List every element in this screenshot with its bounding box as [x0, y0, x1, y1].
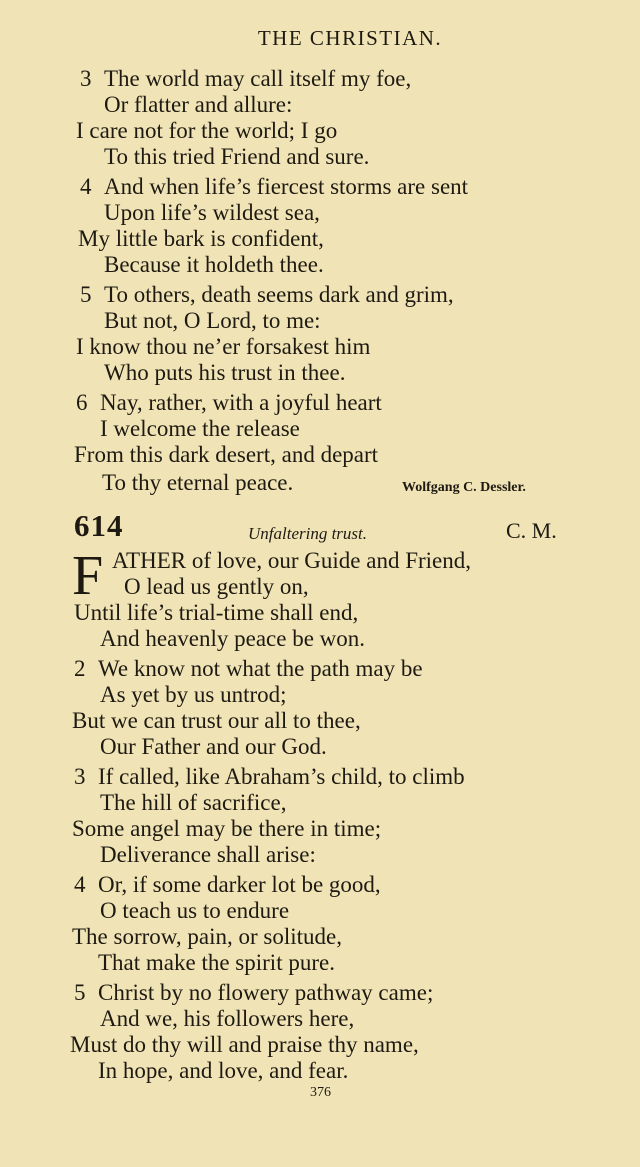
verse-line — [74, 656, 423, 682]
verse-number: 5 — [80, 282, 92, 307]
verse-line — [100, 790, 286, 816]
line-text: In hope, and love, and fear. — [98, 1058, 349, 1083]
verse-line — [74, 442, 378, 468]
line-text: And we, his followers here, — [100, 1006, 355, 1031]
verse-line — [76, 118, 337, 144]
line-text: I know thou ne’er forsakest him — [76, 334, 371, 359]
line-text: The hill of sacrifice, — [100, 790, 287, 815]
verse-line — [72, 816, 381, 842]
verse-line — [74, 764, 465, 790]
verse-number: 4 — [74, 872, 86, 897]
author-attribution: Wolfgang C. Dessler. — [402, 480, 526, 495]
verse-line — [100, 416, 300, 442]
line-text: But not, O Lord, to me: — [104, 308, 321, 333]
verse-number: 6 — [76, 390, 88, 415]
line-text: We know not what the path may be — [98, 656, 423, 681]
verse-line — [100, 1006, 354, 1032]
line-text: My little bark is confident, — [78, 226, 324, 251]
verse-line — [104, 200, 320, 226]
line-text: To others, death seems dark and grim, — [104, 282, 454, 307]
verse-number: 2 — [74, 656, 86, 681]
verse-line — [74, 872, 381, 898]
verse-line — [104, 360, 345, 386]
verse-line — [74, 600, 358, 626]
verse-number: 4 — [80, 174, 92, 199]
verse-line — [80, 66, 411, 92]
verse-line — [72, 708, 361, 734]
verse-line — [100, 734, 327, 760]
verse-number: 3 — [74, 764, 86, 789]
line-text: Nay, rather, with a joyful heart — [100, 390, 382, 415]
verse-line — [100, 842, 316, 868]
line-text: To thy eternal peace. — [102, 470, 294, 495]
line-text: The sorrow, pain, or solitude, — [72, 924, 342, 949]
line-text: And when life’s fiercest storms are sent — [104, 174, 469, 199]
verse-line — [100, 682, 287, 708]
line-text: Deliverance shall arise: — [100, 842, 316, 867]
line-text: To this tried Friend and sure. — [104, 144, 370, 169]
verse-line — [100, 898, 289, 924]
line-text: And heavenly peace be won. — [100, 626, 366, 651]
verse-line — [80, 282, 454, 308]
verse-line — [74, 980, 433, 1006]
hymn-number: 614 — [74, 508, 124, 543]
verse-line — [104, 252, 324, 278]
line-text: ATHER of love, our Guide and Friend, — [112, 548, 471, 573]
line-text: From this dark desert, and depart — [74, 442, 379, 467]
line-text: O teach us to endure — [100, 898, 290, 923]
line-text: But we can trust our all to thee, — [72, 708, 361, 733]
line-text: Some angel may be there in time; — [72, 816, 382, 841]
line-text: That make the spirit pure. — [98, 950, 335, 975]
line-text: I welcome the release — [100, 416, 300, 441]
drop-cap: F — [72, 545, 104, 607]
hymn-meter: C. M. — [506, 518, 557, 543]
line-text: Upon life’s wildest sea, — [104, 200, 320, 225]
line-text: Until life’s trial-time shall end, — [74, 600, 359, 625]
hymn-title: Unfaltering trust. — [248, 524, 368, 543]
verse-line — [124, 574, 309, 600]
line-text: As yet by us untrod; — [100, 682, 287, 707]
line-text: Or, if some darker lot be good, — [98, 872, 381, 897]
verse-line — [76, 334, 370, 360]
verse-line — [104, 144, 369, 170]
verse-line — [112, 548, 471, 574]
running-head — [0, 26, 640, 51]
verse-line — [72, 924, 342, 950]
line-text: Our Father and our God. — [100, 734, 327, 759]
verse-line — [104, 92, 292, 118]
verse-line — [78, 226, 324, 252]
verse-line — [100, 626, 365, 652]
line-text: I care not for the world; I go — [76, 118, 338, 143]
verse-number: 3 — [80, 66, 92, 91]
running-head-text: THE CHRISTIAN. — [257, 26, 443, 50]
line-text: Or flatter and allure: — [104, 92, 293, 117]
line-text: Who puts his trust in thee. — [104, 360, 346, 385]
verse-number: 5 — [74, 980, 86, 1005]
line-text: The world may call itself my foe, — [104, 66, 412, 91]
page-number: 376 — [310, 1085, 331, 1100]
verse-line — [104, 308, 321, 334]
verse-line — [76, 390, 382, 416]
verse-line — [102, 470, 293, 496]
line-text: Because it holdeth thee. — [104, 252, 324, 277]
line-text: Christ by no flowery pathway came; — [98, 980, 434, 1005]
line-text: If called, like Abraham’s child, to climb — [98, 764, 465, 789]
line-text: Must do thy will and praise thy name, — [70, 1032, 419, 1057]
verse-line — [98, 1058, 348, 1084]
verse-line — [98, 950, 335, 976]
verse-line — [70, 1032, 419, 1058]
line-text: O lead us gently on, — [124, 574, 309, 599]
verse-line — [80, 174, 468, 200]
